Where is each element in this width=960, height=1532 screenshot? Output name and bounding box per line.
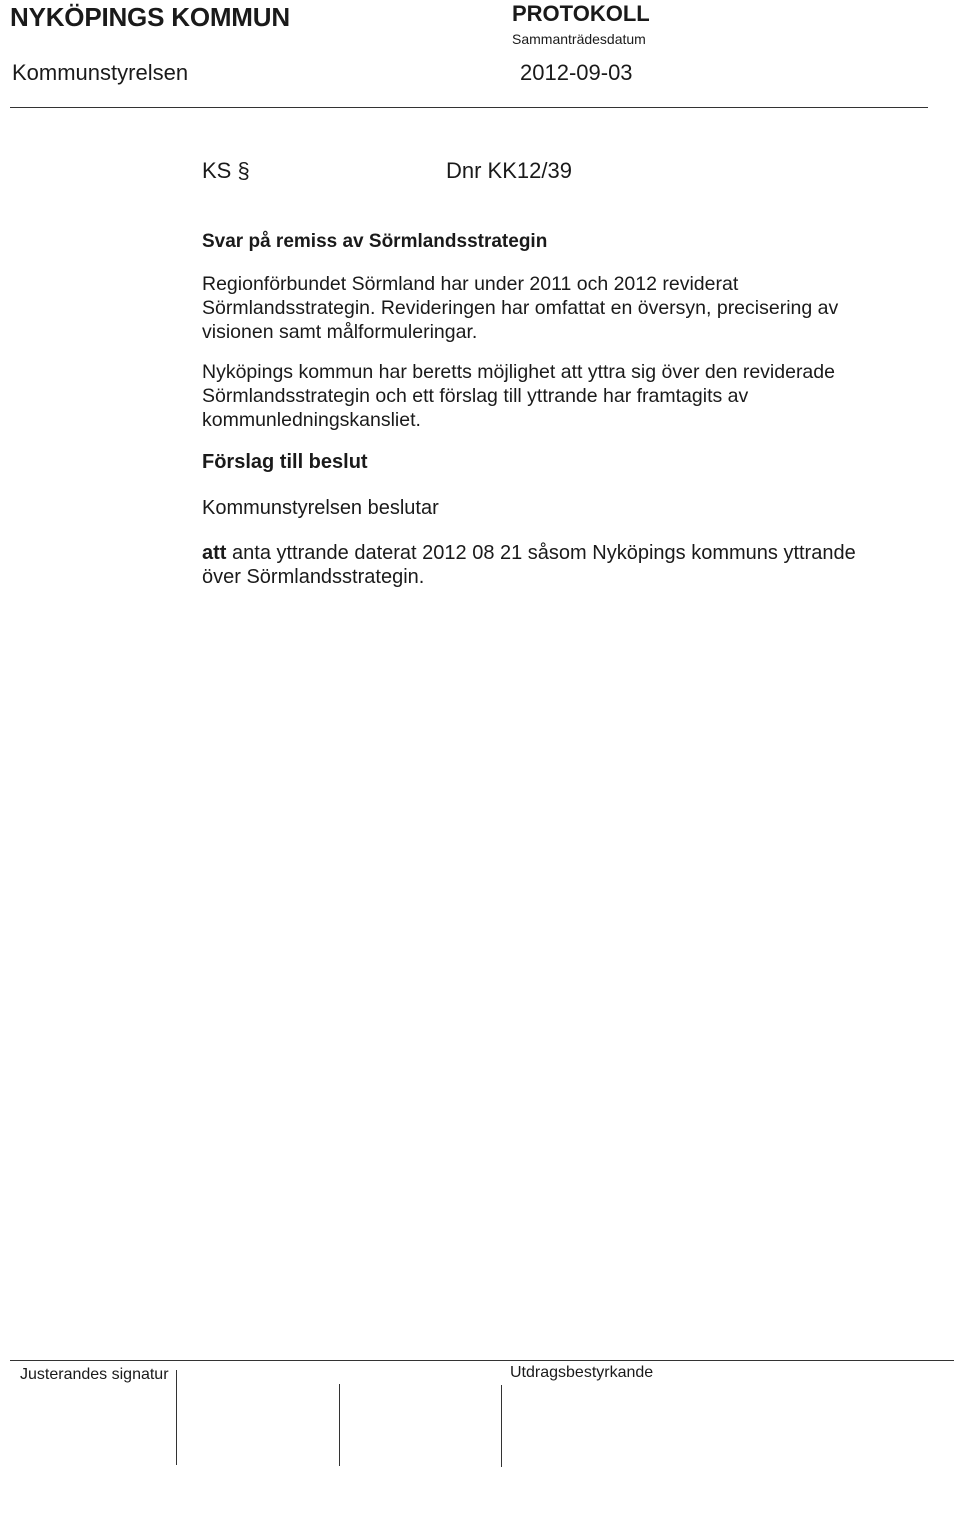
decision-line: över Sörmlandsstrategin. (202, 566, 425, 588)
paragraph-sign: § (237, 158, 250, 183)
signature-box-divider (176, 1370, 177, 1465)
organization-name: NYKÖPINGS KOMMUN (10, 2, 290, 32)
decision-intro: Kommunstyrelsen beslutar (202, 497, 439, 519)
consultation-paragraph (202, 360, 902, 432)
att-keyword: att (202, 542, 227, 564)
decision-line-text: anta yttrande daterat 2012 08 21 såsom Nyköpings kommuns yttrande (232, 542, 856, 564)
extract-certification-label: Utdragsbestyrkande (510, 1364, 654, 1381)
paragraph-line: visionen samt målformuleringar. (202, 321, 478, 343)
footer-divider (10, 1360, 954, 1361)
ks-label: KS (202, 158, 232, 183)
signature-box-divider (339, 1384, 340, 1466)
case-number: Dnr KK12/39 (446, 158, 572, 183)
background-paragraph (202, 272, 902, 344)
board-name: Kommunstyrelsen (12, 60, 189, 85)
paragraph-line: Regionförbundet Sörmland har under 2011 och 2012 reviderat (202, 273, 739, 295)
header-divider (10, 107, 928, 108)
decision-heading: Förslag till beslut (202, 451, 368, 473)
meeting-date: 2012-09-03 (520, 60, 633, 85)
meeting-date-label: Sammanträdesdatum (512, 31, 646, 47)
decision-text (202, 541, 902, 589)
paragraph-line: Sörmlandsstrategin. Revideringen har omfattat en översyn, precisering av (202, 297, 839, 319)
signature-label: Justerandes signatur (20, 1366, 169, 1383)
signature-box-divider (501, 1385, 502, 1467)
paragraph-line: Nyköpings kommun har beretts möjlighet att yttra sig över den reviderade (202, 361, 835, 383)
document-body (202, 230, 902, 605)
case-paragraph (202, 158, 250, 184)
matter-title: Svar på remiss av Sörmlandsstrategin (202, 231, 548, 252)
document-type: PROTOKOLL (512, 1, 650, 26)
decision-line (202, 541, 902, 565)
paragraph-line: kommunledningskansliet. (202, 409, 421, 431)
paragraph-line: Sörmlandsstrategin och ett förslag till yttrande har framtagits av (202, 385, 749, 407)
